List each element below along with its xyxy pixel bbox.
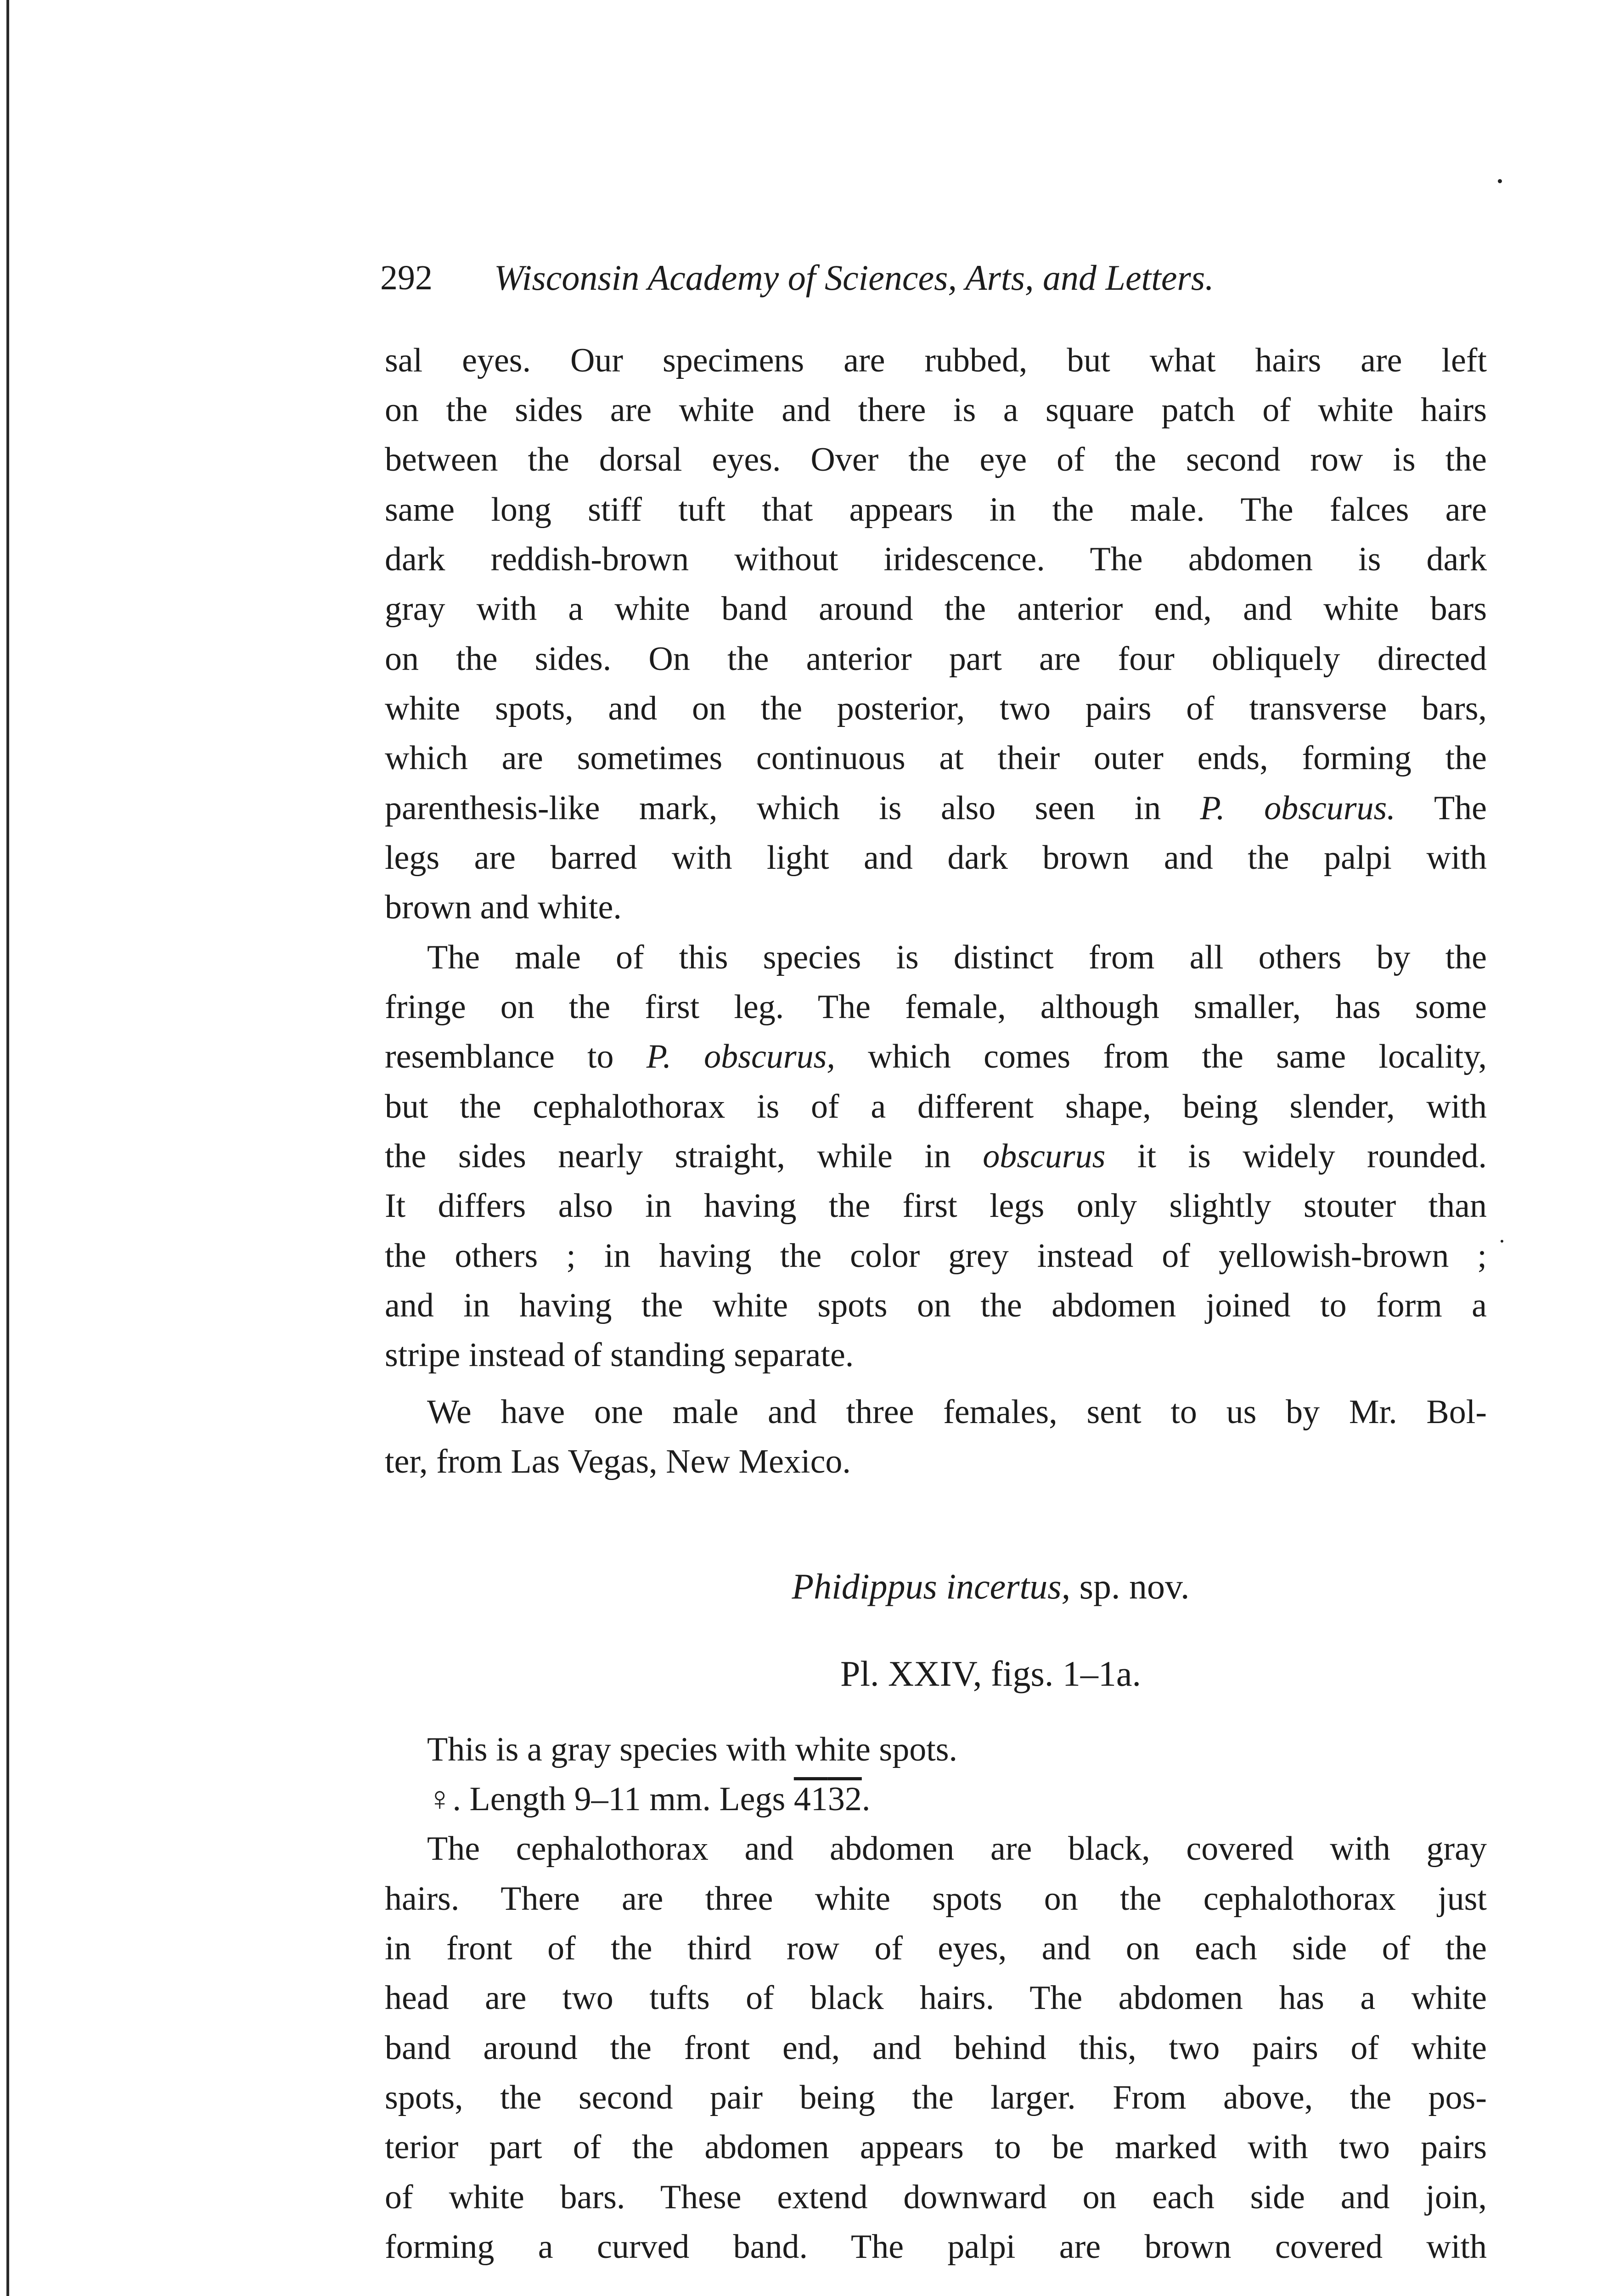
text-line: between the dorsal eyes. Over the eye of the second row is the [385,441,1487,478]
plate-reference [0,1649,1614,1699]
text-line: legs are barred with light and dark brown and the palpi with [385,839,1487,877]
text-line: in front of the third row of eyes, and on each side of the [385,1930,1487,1967]
species-name: Phidippus incertus, [792,1566,1071,1606]
text-line: dark reddish-brown without iridescence. The abdomen is dark [385,540,1487,578]
text-line: of white bars. These extend downward on each side and join, [385,2178,1487,2216]
text-line [385,1031,1487,1082]
running-title: Wisconsin Academy of Sciences, Arts, and Letters. [494,258,1214,298]
text-run: The [1395,789,1487,827]
text-line: band around the front end, and behind this, two pairs of white [385,2029,1487,2067]
text-line: white spots, and on the posterior, two pairs of transverse bars, [385,690,1487,727]
plate-reference-text: Pl. XXIV, figs. 1–1a. [840,1654,1142,1694]
leg-formula-grouped: 32 [827,1780,862,1818]
species-suffix: sp. nov. [1070,1566,1190,1606]
text-line: sal eyes. Our specimens are rubbed, but what hairs are left [385,342,1487,379]
text-line: It differs also in having the first legs only slightly stouter than [385,1187,1487,1225]
text-line: and in having the white spots on the abdomen joined to form a [385,1287,1487,1324]
text-run: which comes from the same locality, [835,1038,1487,1075]
running-header [380,250,1409,305]
text-line: but the cephalothorax is of a different shape, being slender, with [385,1088,1487,1125]
text-line: on the sides are white and there is a square patch of white hairs [385,391,1487,429]
text-line: head are two tufts of black hairs. The abdomen has a white [385,1979,1487,2017]
text-line: spots, the second pair being the larger. From above, the pos- [385,2079,1487,2116]
leg-formula-grouped: 41 [793,1780,828,1818]
text-run: resemblance to [385,1038,647,1075]
text-line: same long stiff tuft that appears in the male. The falces are [385,491,1487,529]
text-line: terior part of the abdomen appears to be marked with two pairs [385,2128,1487,2166]
text-line: forming a curved band. The palpi are brown covered with [385,2228,1487,2266]
text-line: gray with a white band around the anterior end, and white bars [385,590,1487,628]
species-reference: P. obscurus, [646,1038,835,1075]
female-symbol: ♀ [427,1780,453,1818]
text-line: stripe instead of standing separate. [385,1336,854,1374]
scan-speck [1498,179,1502,183]
text-line: This is a gray species with white spots. [427,1731,958,1768]
text-line: We have one male and three females, sent to us by Mr. Bol- [427,1393,1487,1431]
text-line: The male of this species is distinct from all others by the [427,939,1487,976]
text-line: The cephalothorax and abdomen are black, covered with gray [427,1830,1487,1868]
text-line: the others ; in having the color grey instead of yellowish-brown ; [385,1237,1487,1275]
text-line: ter, from Las Vegas, New Mexico. [385,1443,851,1480]
measurement-line [427,1774,1487,1824]
text-line: hairs. There are three white spots on the cephalothorax just [385,1880,1487,1918]
text-run: . [861,1780,871,1818]
text-line: brown and white. [385,889,622,926]
scan-speck [1501,1240,1503,1243]
text-run: the sides nearly straight, while in [385,1137,983,1175]
page-number: 292 [380,259,433,297]
text-run: parenthesis-like mark, which is also seen in [385,789,1200,827]
text-line: on the sides. On the anterior part are four obliquely directed [385,640,1487,678]
text-line [385,783,1487,833]
species-heading [0,1561,1614,1612]
species-reference: obscurus [983,1137,1106,1175]
text-line [385,1131,1487,1182]
text-line: fringe on the first leg. The female, although smaller, has some [385,988,1487,1026]
text-line: which are sometimes continuous at their outer ends, forming the [385,739,1487,777]
text-run: it is widely rounded. [1105,1137,1487,1175]
text-run: . Length 9–11 mm. Legs [452,1780,794,1818]
species-reference: P. obscurus. [1200,789,1395,827]
